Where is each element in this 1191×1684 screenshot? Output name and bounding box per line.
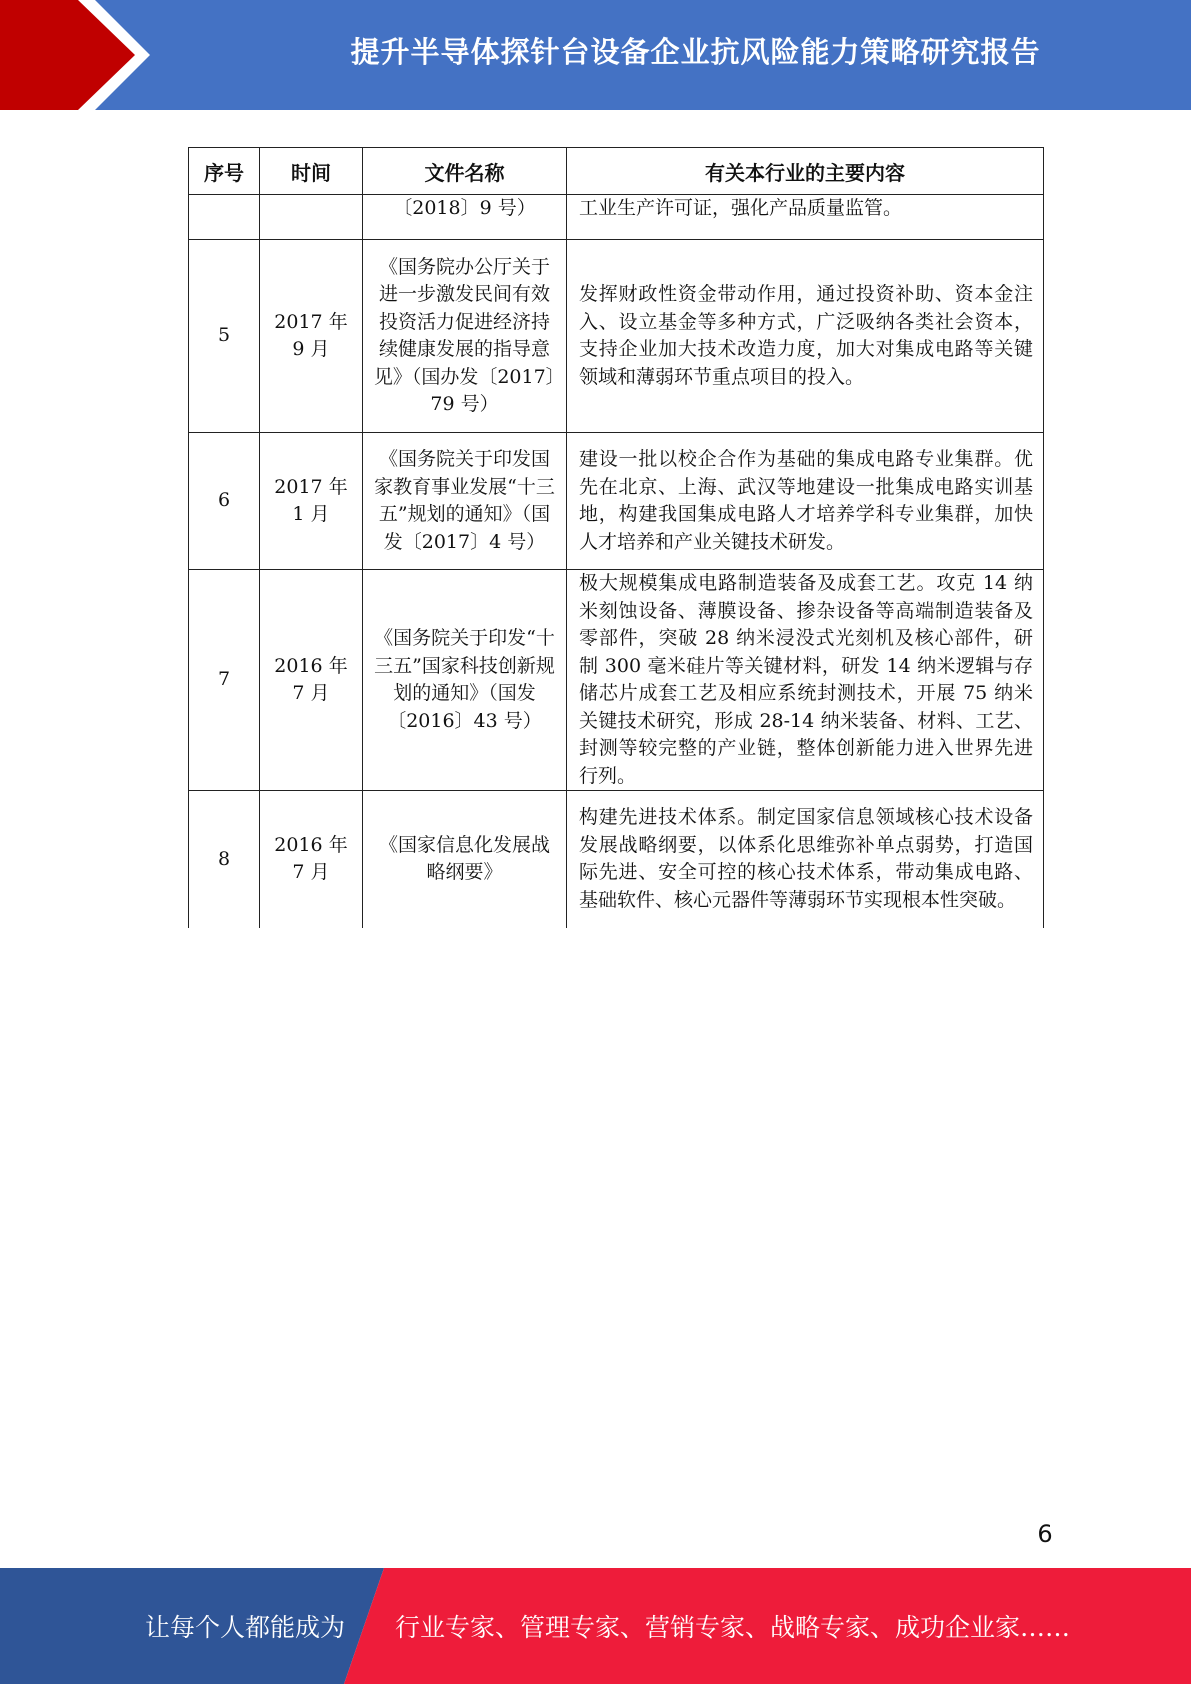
- row-document-name: 《国务院办公厅关于进一步激发民间有效投资活力促进经济持续健康发展的指导意见》（国办发〔2017〕79 号）: [363, 240, 567, 433]
- row-date: 2016 年 7 月: [260, 570, 363, 791]
- table-row: [189, 433, 1044, 570]
- page-header: [0, 0, 1191, 110]
- page-footer: [0, 1568, 1191, 1684]
- row-date: [260, 195, 363, 240]
- row-date: 2016 年 7 月: [260, 791, 363, 928]
- row-number: 5: [189, 240, 260, 433]
- column-header-content: 有关本行业的主要内容: [567, 148, 1044, 195]
- row-number: [189, 195, 260, 240]
- table-row: [189, 195, 1044, 240]
- footer-slogan-right: 行业专家、管理专家、营销专家、战略专家、成功企业家……: [395, 1613, 1071, 1642]
- policy-table: [188, 147, 1044, 928]
- report-title: 提升半导体探针台设备企业抗风险能力策略研究报告: [350, 34, 1041, 69]
- column-header-date: 时间: [260, 148, 363, 195]
- table-row: [189, 570, 1044, 791]
- column-header-document: 文件名称: [363, 148, 567, 195]
- table-header-row: [189, 148, 1044, 195]
- row-number: 6: [189, 433, 260, 570]
- table-row: [189, 240, 1044, 433]
- table-row: [189, 791, 1044, 928]
- row-document-name: 《国务院关于印发国家教育事业发展“十三五”规划的通知》（国发〔2017〕4 号）: [363, 433, 567, 570]
- column-header-no: 序号: [189, 148, 260, 195]
- row-document-name: 〔2018〕9 号）: [363, 195, 567, 240]
- footer-slogan-left: 让每个人都能成为: [144, 1613, 345, 1642]
- row-content: 构建先进技术体系。制定国家信息领域核心技术设备发展战略纲要，以体系化思维弥补单点弱势，打造国际先进、安全可控的核心技术体系，带动集成电路、基础软件、核心元器件等薄弱环节实现根本性突破。: [567, 791, 1044, 928]
- row-content: 工业生产许可证，强化产品质量监管。: [567, 195, 1044, 240]
- row-date: 2017 年 1 月: [260, 433, 363, 570]
- row-content: 建设一批以校企合作为基础的集成电路专业集群。优先在北京、上海、武汉等地建设一批集成电路实训基地，构建我国集成电路人才培养学科专业集群，加快人才培养和产业关键技术研发。: [567, 433, 1044, 570]
- page-number: 6: [1037, 1520, 1053, 1548]
- row-content: 极大规模集成电路制造装备及成套工艺。攻克 14 纳米刻蚀设备、薄膜设备、掺杂设备等高端制造装备及零部件，突破 28 纳米浸没式光刻机及核心部件，研制 300 毫米硅片等关键材料，研发 14 纳米逻辑与存储芯片成套工艺及相应系统封测技术，开展 75 纳米关键技术研究，形成 28-14 纳米装备、材料、工艺、封测等较完整的产业链，整体创新能力进入世界先进行列。: [567, 570, 1044, 791]
- row-number: 8: [189, 791, 260, 928]
- row-date: 2017 年 9 月: [260, 240, 363, 433]
- row-content: 发挥财政性资金带动作用，通过投资补助、资本金注入、设立基金等多种方式，广泛吸纳各类社会资本，支持企业加大技术改造力度，加大对集成电路等关键领域和薄弱环节重点项目的投入。: [567, 240, 1044, 433]
- row-document-name: 《国务院关于印发“十三五”国家科技创新规划的通知》（国发〔2016〕43 号）: [363, 570, 567, 791]
- row-document-name: 《国家信息化发展战略纲要》: [363, 791, 567, 928]
- row-number: 7: [189, 570, 260, 791]
